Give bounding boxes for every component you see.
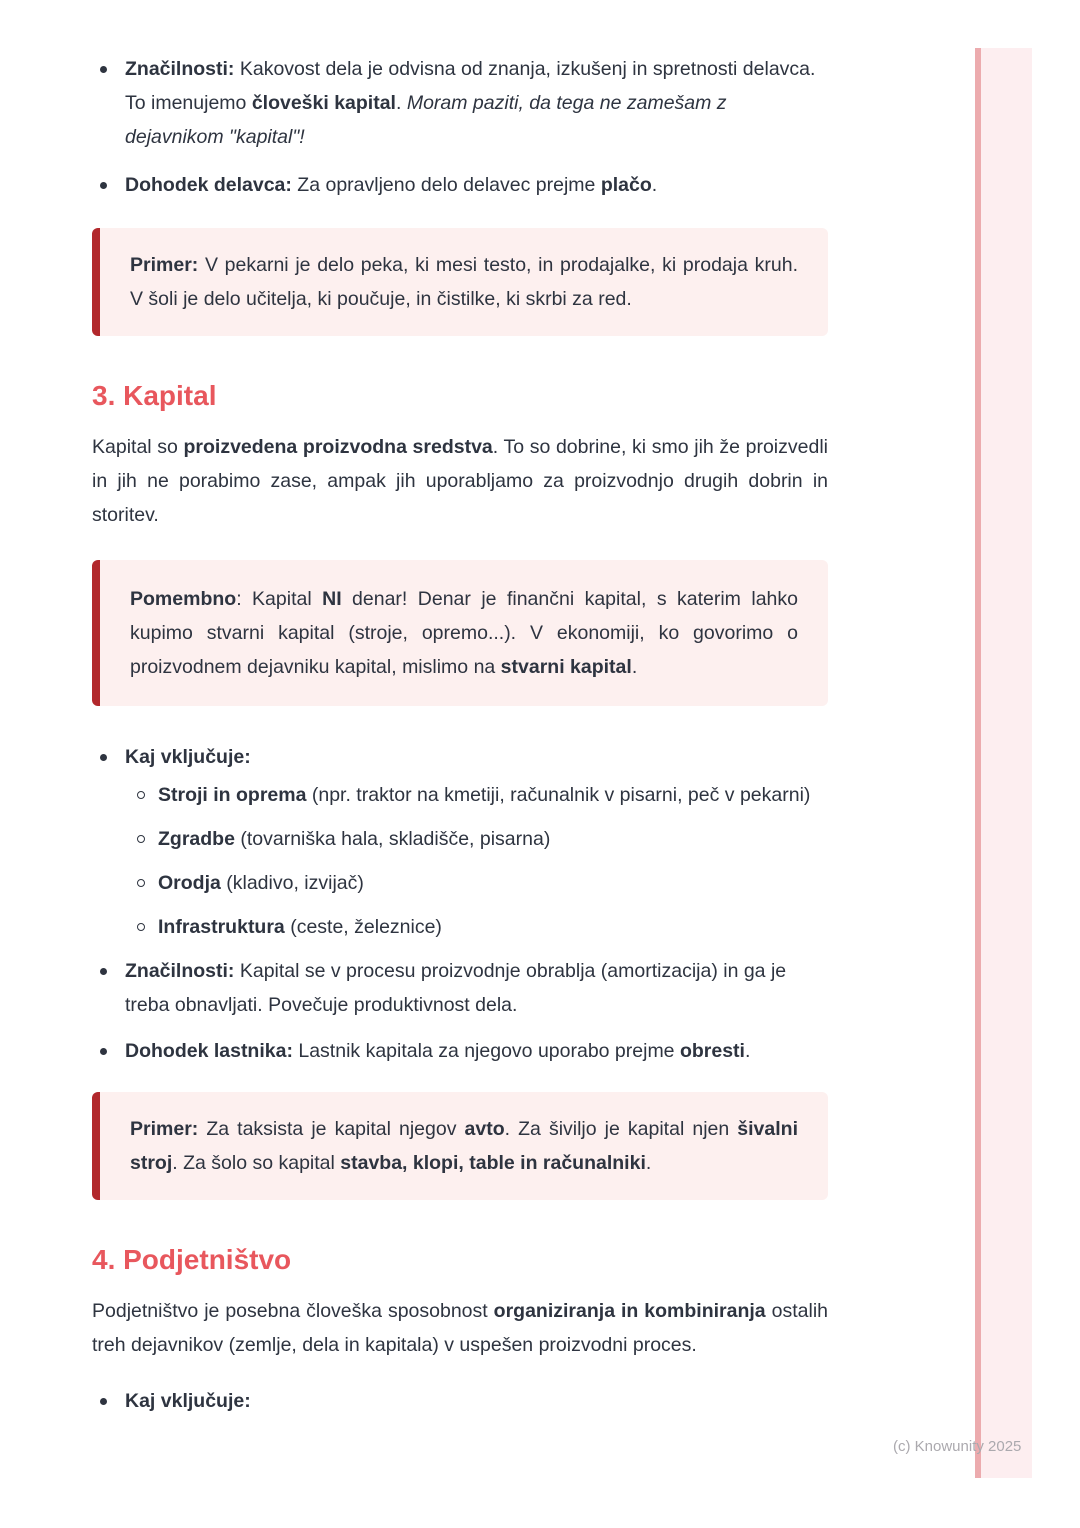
bullet-text: Dohodek lastnika: Lastnik kapitala za njegovo uporabo prejme obresti. (125, 1040, 751, 1062)
bullet-icon (92, 52, 125, 154)
callout-text: Primer: V pekarni je delo peka, ki mesi testo, in prodajalke, ki prodaja kruh. V šoli je delo učitelja, ki poučuje, in čistilke, ki skrbi za red. (130, 254, 798, 310)
list-item-text: Orodja (kladivo, izvijač) (158, 872, 364, 894)
list-item-orodja (132, 866, 828, 900)
circle-bullet-icon (132, 822, 158, 856)
bullet-kaj-vkljucuje-podjetnistvo (92, 1384, 828, 1418)
bullet-text: Značilnosti: Kakovost dela je odvisna od znanja, izkušenj in spretnosti delavca. To imenujemo človeški kapital. Moram paziti, da tega ne zamešam z dejavnikom "kapital"! (125, 58, 816, 148)
kapital-includes-list (132, 778, 828, 944)
circle-bullet-icon (132, 866, 158, 900)
copyright-footer: (c) Knowunity 2025 (893, 1438, 1022, 1455)
bullet-kaj-vkljucuje-kapital (92, 740, 828, 774)
list-item-text: Infrastruktura (ceste, železnice) (158, 916, 442, 938)
bullet-icon (92, 1384, 125, 1418)
bullet-icon (92, 954, 125, 1022)
bullet-dohodek-delavca (92, 168, 828, 202)
bullet-text: Kaj vključuje: (125, 1390, 251, 1412)
list-item-zgradbe (132, 822, 828, 856)
paragraph-kapital-intro: Kapital so proizvedena proizvodna sredstva. To so dobrine, ki smo jih že proizvedli in jih ne porabimo zase, ampak jih uporabljamo za proizvodnjo drugih dobrin in storitev. (92, 436, 828, 526)
circle-bullet-icon (132, 778, 158, 812)
bullet-znacilnosti-dela (92, 52, 828, 154)
bullet-icon (92, 168, 125, 202)
bullet-znacilnosti-kapitala (92, 954, 828, 1022)
callout-text: Pomembno: Kapital NI denar! Denar je finančni kapital, s katerim lahko kupimo stvarni kapital (stroje, opremo...). V ekonomiji, ko govorimo o proizvodnem dejavniku kapital, mislimo na stvarni kapital. (130, 588, 798, 678)
bullet-text: Značilnosti: Kapital se v procesu proizvodnje obrablja (amortizacija) in ga je treba obnavljati. Povečuje produktivnost dela. (125, 960, 787, 1016)
bullet-text: Dohodek delavca: Za opravljeno delo delavec prejme plačo. (125, 174, 658, 196)
section-heading-podjetnistvo: 4. Podjetništvo (92, 1244, 292, 1275)
callout-pomembno (92, 560, 828, 706)
paragraph-podjetnistvo-intro: Podjetništvo je posebna človeška sposobnost organiziranja in kombiniranja ostalih treh dejavnikov (zemlje, dela in kapitala) v uspešen proizvodni proces. (92, 1300, 828, 1356)
section-heading-kapital: 3. Kapital (92, 380, 217, 411)
callout-text: Primer: Za taksista je kapital njegov avto. Za šiviljo je kapital njen šivalni stroj. Za šolo so kapital stavba, klopi, table in računalniki. (130, 1118, 798, 1174)
next-page-preview-stripe (975, 48, 1032, 1478)
list-item-text: Zgradbe (tovarniška hala, skladišče, pisarna) (158, 828, 551, 850)
bullet-icon (92, 1034, 125, 1068)
list-item-stroji (132, 778, 828, 812)
list-item-infrastruktura (132, 910, 828, 944)
bullet-dohodek-lastnika (92, 1034, 828, 1068)
notes-page (92, 52, 828, 1418)
list-item-text: Stroji in oprema (npr. traktor na kmetiji, računalnik v pisarni, peč v pekarni) (158, 784, 811, 806)
bullet-text: Kaj vključuje: (125, 746, 251, 768)
callout-primer-delo (92, 228, 828, 336)
circle-bullet-icon (132, 910, 158, 944)
callout-primer-kapital (92, 1092, 828, 1200)
bullet-icon (92, 740, 125, 774)
